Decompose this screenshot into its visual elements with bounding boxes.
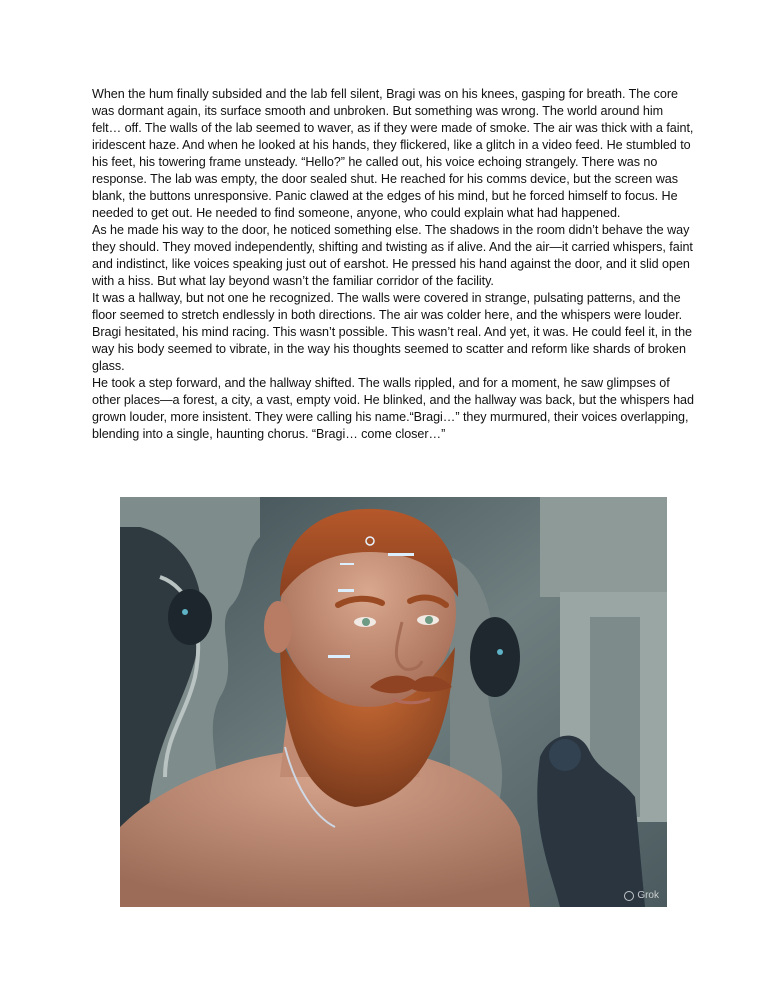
paragraph-1: When the hum finally subsided and the lab fell silent, Bragi was on his knees, gasping for breath. The core was dormant again, its surface smooth and unbroken. But something was wrong. The world around him felt… off. The walls of the lab seemed to waver, as if they were made of smoke. The air was thick with a faint, iridescent haze. And when he looked at his hands, they flickered, like a glitch in a video feed. He stumbled to his feet, his towering frame unsteady. “Hello?” he called out, his voice echoing strangely. There was no response. The lab was empty, the door sealed shut. He reached for his comms device, but the screen was blank, the buttons unresponsive. Panic clawed at the edges of his mind, but he forced himself to focus. He needed to get out. He needed to find someone, anyone, who could explain what had happened.	[92, 87, 694, 220]
watermark	[624, 890, 659, 901]
story-illustration	[120, 497, 667, 907]
paragraph-2: As he made his way to the door, he noticed something else. The shadows in the room didn’t behave the way they should. They moved independently, shifting and twisting as if alive. And the air—it carried whispers, faint and indistinct, like voices speaking just out of earshot. He pressed his hand against the door, and it slid open with a hiss. But what lay beyond wasn’t the familiar corridor of the facility.	[92, 223, 693, 288]
story-text	[92, 86, 694, 443]
paragraph-3: It was a hallway, but not one he recognized. The walls were covered in strange, pulsating patterns, and the floor seemed to stretch endlessly in both directions. The air was colder here, and the whispers were louder. Bragi hesitated, his mind racing. This wasn’t possible. This wasn’t real. And yet, it was. He could feel it, in the way his body seemed to vibrate, in the way his thoughts seemed to scatter and reform like shards of broken glass.	[92, 291, 692, 373]
paragraph-4: He took a step forward, and the hallway shifted. The walls rippled, and for a moment, he saw glimpses of other places—a forest, a city, a vast, empty void. He blinked, and the hallway was back, but the whispers had grown louder, more insistent. They were calling his name.“Bragi…” they murmured, their voices overlapping, blending into a single, haunting chorus. “Bragi… come closer…”	[92, 376, 694, 441]
watermark-label: Grok	[637, 890, 659, 901]
illustration-artwork	[120, 497, 667, 907]
grok-logo-icon	[624, 891, 634, 901]
